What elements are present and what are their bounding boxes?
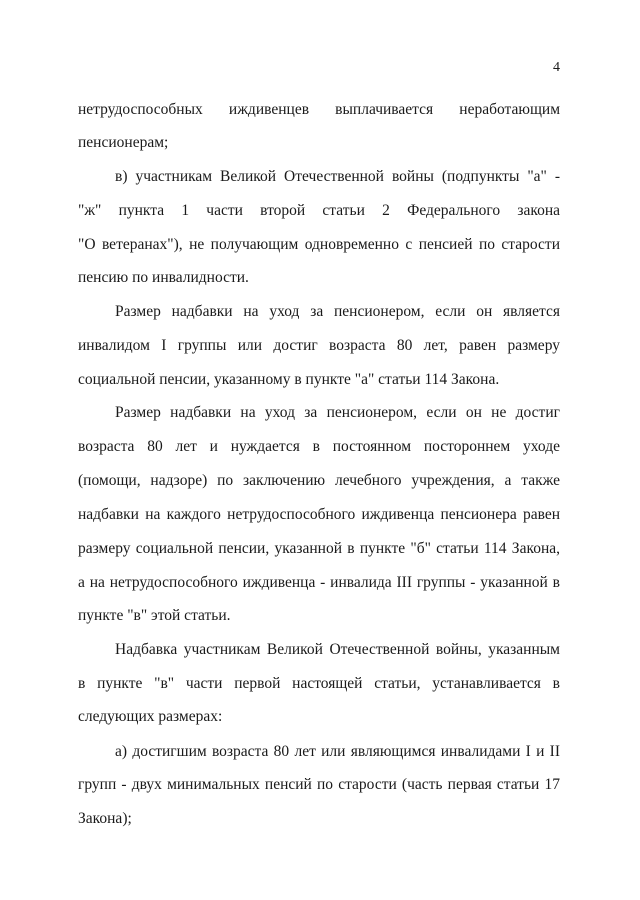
page-number: 4	[553, 60, 560, 75]
text-line: в пункте "в" части первой настоящей статьи, устанавливается в	[78, 675, 560, 692]
text-line: "ж" пункта 1 части второй статьи 2 Федерального закона	[78, 202, 560, 219]
text-line: надбавки на каждого нетрудоспособного иждивенца пенсионера равен	[78, 506, 560, 523]
text-line: нетрудоспособных иждивенцев выплачивается неработающим	[78, 101, 560, 118]
text-line: а на нетрудоспособного иждивенца - инвалида III группы - указанной в	[78, 574, 560, 591]
text-line: "О ветеранах"), не получающим одновременно с пенсией по старости	[78, 236, 560, 253]
text-line: инвалидом I группы или достиг возраста 80 лет, равен размеру	[78, 337, 560, 354]
text-line: Размер надбавки на уход за пенсионером, если он является	[115, 303, 560, 320]
text-line: пенсию по инвалидности.	[78, 269, 249, 286]
text-line: пункте "в" этой статьи.	[78, 607, 231, 624]
text-line: следующих размерах:	[78, 708, 223, 725]
text-line: Закона);	[78, 810, 132, 827]
text-line: Размер надбавки на уход за пенсионером, если он не достиг	[115, 404, 560, 421]
text-line: а) достигшим возраста 80 лет или являющимся инвалидами I и II	[115, 743, 560, 760]
text-line: пенсионерам;	[78, 134, 169, 151]
text-line: в) участникам Великой Отечественной войны (подпункты "а" -	[115, 168, 560, 185]
text-line: Надбавка участникам Великой Отечественной войны, указанным	[115, 641, 560, 658]
text-line: социальной пенсии, указанному в пункте "а" статьи 114 Закона.	[78, 371, 500, 388]
text-line: размеру социальной пенсии, указанной в пункте "б" статьи 114 Закона,	[78, 540, 560, 557]
text-line: групп - двух минимальных пенсий по старости (часть первая статьи 17	[78, 776, 560, 793]
text-line: (помощи, надзоре) по заключению лечебного учреждения, а также	[78, 472, 560, 489]
text-line: возраста 80 лет и нуждается в постоянном постороннем уходе	[78, 438, 560, 455]
